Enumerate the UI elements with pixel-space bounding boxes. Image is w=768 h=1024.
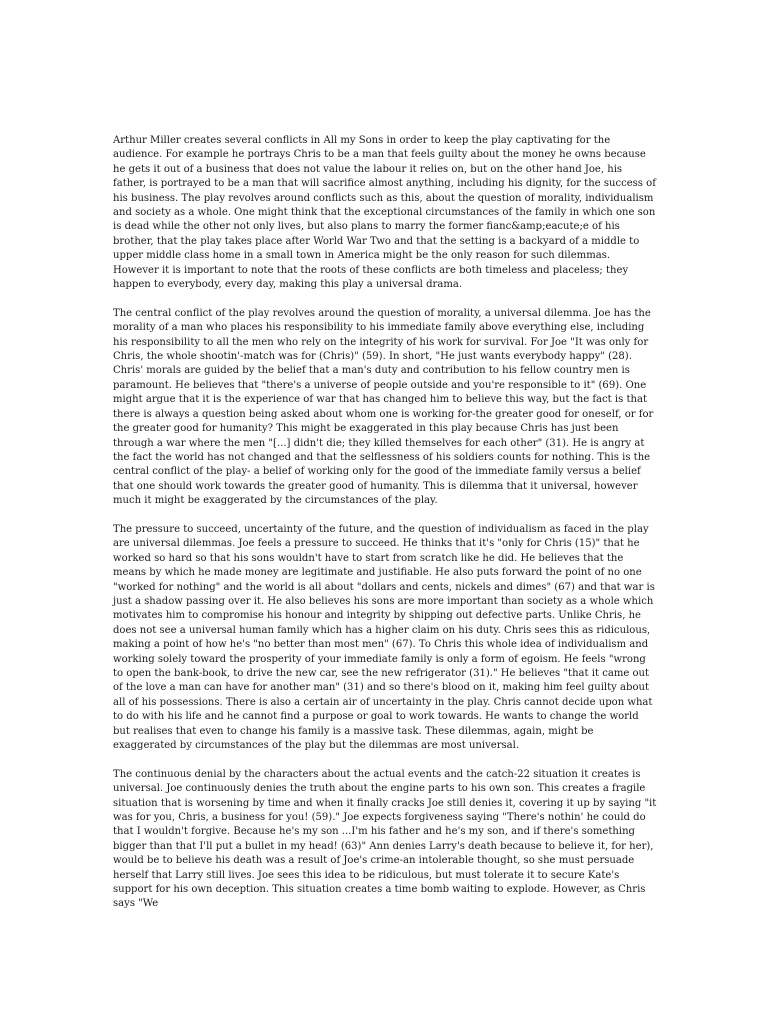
essay-body xyxy=(113,134,658,926)
paragraph-1: Arthur Miller creates several conflicts in All my Sons in order to keep the play captivating for the audience. For example he portrays Chris to be a man that feels guilty about the money he owns because he gets it out of a business that does not value the labour it relies on, but on the other hand Joe, his father, is portrayed to be a man that will sacrifice almost anything, including his dignity, for the success of his business. The play revolves around conflicts such as this, about the question of morality, individualism and society as a whole. One might think that the exceptional circumstances of the family in which one son is dead while the other not only lives, but also plans to marry the former fianc&amp;eacute;e of his brother, that the play takes place after World War Two and that the setting is a backyard of a middle to upper middle class home in a small town in America might be the only reason for such dilemmas. However it is important to note that the roots of these conflicts are both timeless and placeless; they happen to everybody, every day, making this play a universal drama. xyxy=(113,135,656,291)
paragraph-2: The central conflict of the play revolves around the question of morality, a universal dilemma. Joe has the morality of a man who places his responsibility to his immediate family above everything else, including his responsibility to all the men who rely on the integrity of his work for survival. For Joe "It was only for Chris, the whole shootin'-match was for (Chris)" (59). In short, "He just wants everybody happy" (28). Chris' morals are guided by the belief that a man's duty and contribution to his fellow country men is paramount. He believes that "there's a universe of people outside and you're responsible to it" (69). One might argue that it is the experience of war that has changed him to believe this way, but the fact is that there is always a question being asked about whom one is working for-the greater good for oneself, or for the greater good for humanity? This might be exaggerated in this play because Chris has just been through a war where the men "[...] didn't die; they killed themselves for each other" (31). He is angry at the fact the world has not changed and that the selflessness of his soldiers counts for nothing. This is the central conflict of the play- a belief of working only for the good of the immediate family versus a belief that one should work towards the greater good of humanity. This is dilemma that it universal, however much it might be exaggerated by the circumstances of the play. xyxy=(113,307,654,507)
paragraph-4: The continuous denial by the characters about the actual events and the catch-22 situation it creates is universal. Joe continuously denies the truth about the engine parts to his own son. This creates a fragile situation that is worsening by time and when it finally cracks Joe still denies it, covering it up by saying "it was for you, Chris, a business for you! (59)." Joe expects forgiveness saying "There's nothin' he could do that I wouldn't forgive. Because he's my son ...I'm his father and he's my son, and if there's something bigger than that I'll put a bullet in my head! (63)" Ann denies Larry's death because to believe it, for her), would be to believe his death was a result of Joe's crime-an intolerable thought, so she must persuade herself that Larry still lives. Joe sees this idea to be ridiculous, but must tolerate it to secure Kate's support for his own deception. This situation creates a time bomb waiting to explode. However, as Chris says "We xyxy=(113,768,657,910)
paragraph-3: The pressure to succeed, uncertainty of the future, and the question of individualism as faced in the play are universal dilemmas. Joe feels a pressure to succeed. He thinks that it's "only for Chris (15)" that he worked so hard so that his sons wouldn't have to start from scratch like he did. He believes that the means by which he made money are legitimate and justifiable. He also puts forward the point of no one "worked for nothing" and the world is all about "dollars and cents, nickels and dimes" (67) and that war is just a shadow passing over it. He also believes his sons are more important than society as a whole which motivates him to compromise his honour and integrity by shipping out defective parts. Unlike Chris, he does not see a universal human family which has a higher claim on his duty. Chris sees this as ridiculous, making a point of how he's "no better than most men" (67). To Chris this whole idea of individualism and working solely toward the prosperity of your immediate family is only a form of egoism. He feels "wrong to open the bank-book, to drive the new car, see the new refrigerator (31)." He believes "that it came out of the love a man can have for another man" (31) and so there's blood on it, making him feel guilty about all of his possessions. There is also a certain air of uncertainty in the play. Chris cannot decide upon what to do with his life and he cannot find a purpose or goal to work towards. He wants to change the world but realises that even to change his family is a massive task. These dilemmas, again, might be exaggerated by circumstances of the play but the dilemmas are most universal. xyxy=(113,523,655,752)
